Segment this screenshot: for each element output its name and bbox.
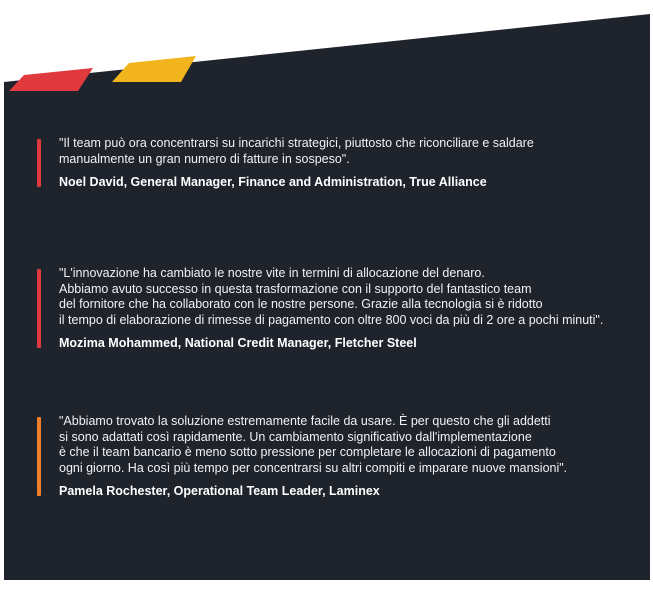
quote-accent-bar [37, 417, 41, 496]
testimonial-quote: "L'innovazione ha cambiato le nostre vite in termini di allocazione del denaro. Abbiamo avuto successo in questa trasformazione con il supporto del fantastico team del fornitore che ha collaborato con le nostre persone. Grazie alla tecnologia si è ridotto il tempo di elaborazione di rimesse di pagamento con oltre 800 voci da più di 2 ore a pochi minuti". [59, 266, 604, 327]
testimonial-author: Pamela Rochester, Operational Team Leader, Laminex [59, 484, 380, 498]
testimonial-1 [37, 136, 633, 190]
quote-accent-bar [37, 139, 41, 187]
testimonial-author: Mozima Mohammed, National Credit Manager, Fletcher Steel [59, 336, 417, 350]
testimonial-author: Noel David, General Manager, Finance and Administration, True Alliance [59, 175, 487, 189]
testimonial-quote: "Abbiamo trovato la soluzione estremamente facile da usare. È per questo che gli addetti si sono adattati così rapidamente. Un cambiamento significativo dall'implementazione è che il team bancario è meno sotto pressione per completare le allocazioni di pagamento ogni giorno. Ha così più tempo per concentrarsi su altri compiti e imparare nuove mansioni". [59, 414, 568, 475]
testimonial-3 [37, 414, 633, 499]
testimonial-quote: "Il team può ora concentrarsi su incarichi strategici, piuttosto che riconciliare e saldare manualmente un gran numero di fatture in sospeso". [59, 136, 534, 166]
testimonial-2 [37, 266, 633, 351]
quote-accent-bar [37, 269, 41, 348]
